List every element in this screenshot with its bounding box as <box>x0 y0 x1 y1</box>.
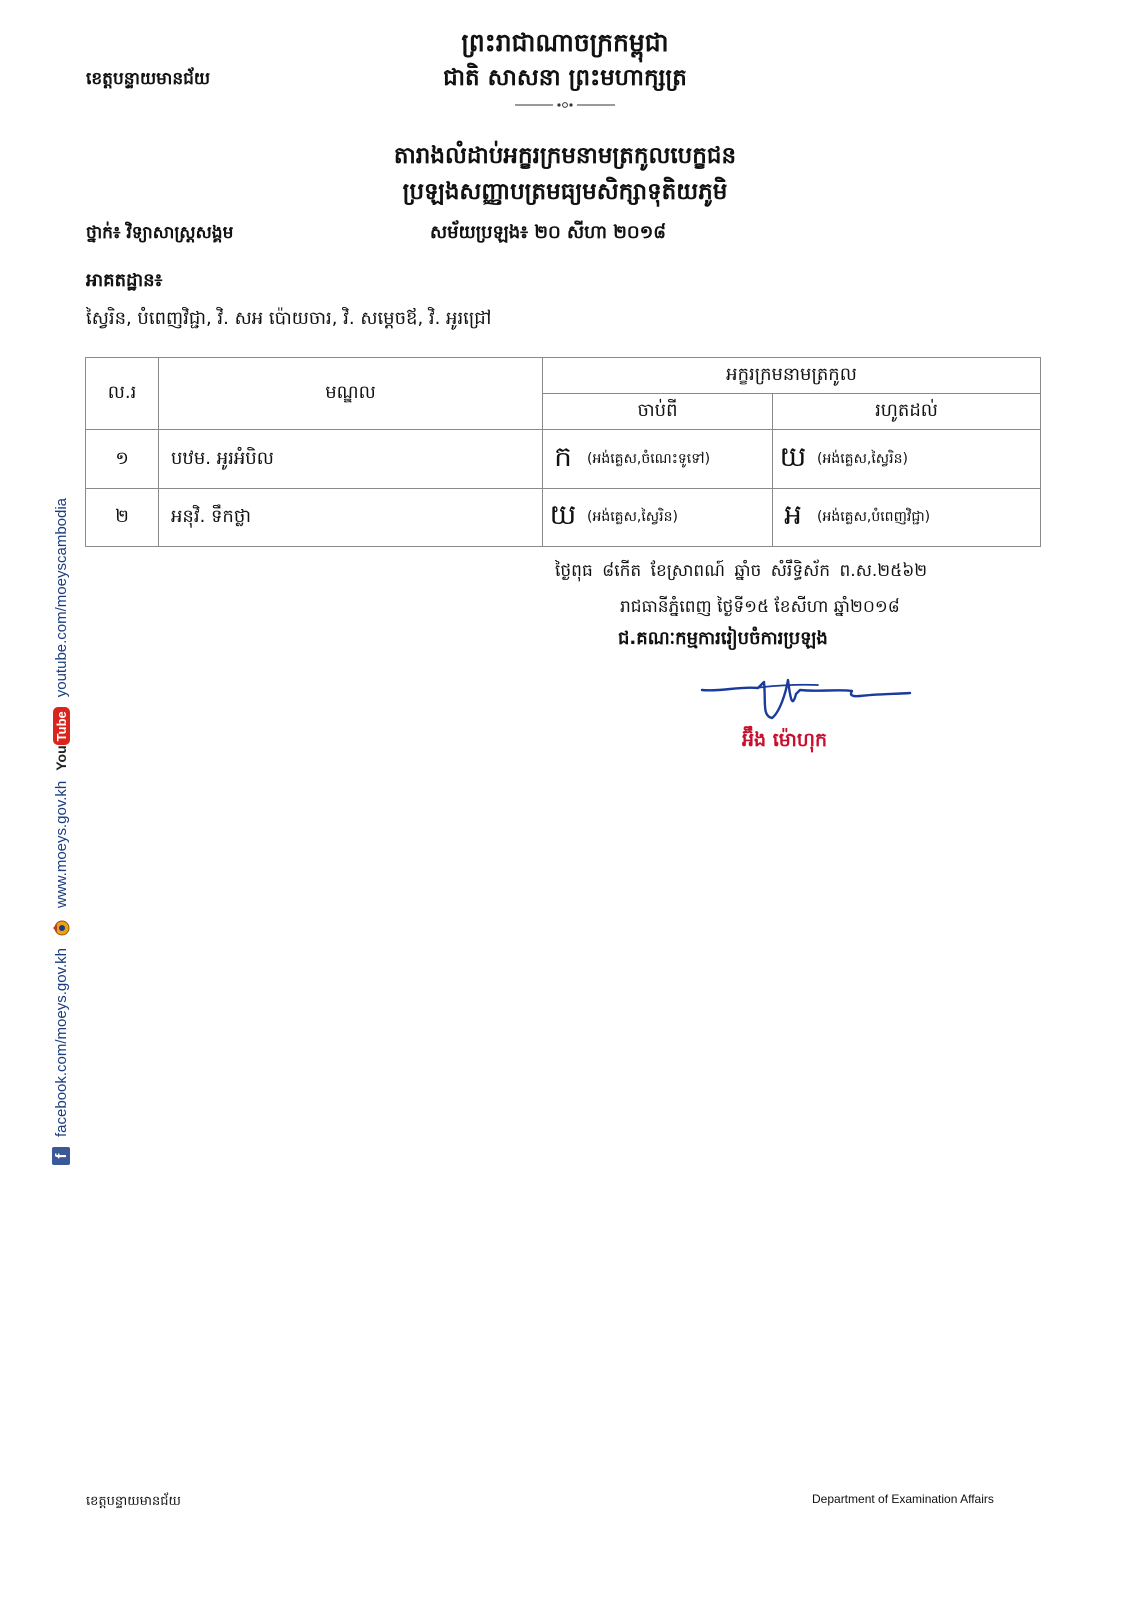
row-from <box>543 430 773 489</box>
header-center: មណ្ឌល <box>159 358 543 430</box>
motto-heading: ជាតិ សាសនា ព្រះមហាក្សត្រ <box>443 65 687 91</box>
row-from <box>543 489 773 547</box>
table-header-row <box>86 358 1041 394</box>
social-sidebar <box>48 385 74 1165</box>
table-row <box>86 489 1041 547</box>
alphabet-range-table <box>85 357 1041 547</box>
exam-session-label: សម័យប្រឡង៖ ២០ សីហា ២០១៨ <box>430 222 666 243</box>
youtube-icon: YouTube <box>53 707 70 771</box>
facebook-link[interactable]: facebook.com/moeys.gov.kh <box>52 948 70 1137</box>
from-note: (អង់គ្លេស,ស្វៃរិន) <box>587 509 678 525</box>
to-note: (អង់គ្លេស,ស្វៃរិន) <box>817 450 908 467</box>
row-center: បឋម. អូរអំបិល <box>159 430 543 489</box>
lunar-date: ថ្ងៃពុធ ៨កើត ខែស្រាពណ៍ ឆ្នាំច សំរឹទ្ធិស័ក ព.ស.២៥៦២ <box>555 561 928 581</box>
website-link[interactable]: www.moeys.gov.kh <box>52 780 70 909</box>
signer-name: អ៊ឹង ម៉ោហុក <box>742 729 828 751</box>
header-alphabet: អក្ខរក្រមនាមត្រកូល <box>543 358 1041 394</box>
header-no: ល.រ <box>86 358 159 430</box>
footer-province: ខេត្តបន្ទាយមានជ័យ <box>86 1494 181 1509</box>
row-to <box>773 430 1041 489</box>
document-title-line1: តារាងលំដាប់អក្ខរក្រមនាមត្រកូលបេក្ខជន <box>393 143 737 169</box>
to-note: (អង់គ្លេស,បំពេញវិជ្ជា) <box>817 509 931 525</box>
schools-list: ស្វៃរិន, បំពេញវិជ្ជា, វិ. សអ ប៉ោយចារ, វិ. សម្តេចឪ, វិ. អូរជ្រៅ <box>86 308 492 329</box>
kingdom-heading: ព្រះរាជាណាចក្រកម្ពុជា <box>461 28 669 57</box>
header-from: ចាប់ពី <box>543 394 773 430</box>
header-to: រហូតដល់ <box>773 394 1041 430</box>
issue-date: រាជធានីភ្នំពេញ ថ្ងៃទី១៥ ខែសីហា ឆ្នាំ២០១៨ <box>620 597 900 617</box>
row-center: អនុវិ. ទឹកថ្លា <box>159 489 543 547</box>
row-number: ១ <box>86 430 159 489</box>
row-to <box>773 489 1041 547</box>
ministry-emblem-icon <box>51 918 71 938</box>
from-letter: យ <box>549 498 577 531</box>
committee-title: ជ.គណៈកម្មការរៀបចំការប្រឡង <box>618 628 828 649</box>
table-row <box>86 430 1041 489</box>
ornament-divider <box>515 101 615 109</box>
province-label: ខេត្តបន្ទាយមានជ័យ <box>86 69 211 89</box>
from-note: (អង់គ្លេស,ចំណេះទូទៅ) <box>587 450 711 467</box>
document-title-line2: ប្រឡងសញ្ញាបត្រមធ្យមសិក្សាទុតិយភូមិ <box>402 179 728 205</box>
facebook-icon: f <box>52 1147 70 1165</box>
schools-heading: អាគតដ្ឋាន៖ <box>86 270 163 291</box>
signature-image <box>700 672 920 722</box>
to-letter: យ <box>779 439 807 473</box>
from-letter: ក <box>554 439 572 473</box>
grade-label: ថ្នាក់៖ វិទ្យាសាស្ត្រសង្គម <box>86 223 234 243</box>
footer-department: Department of Examination Affairs <box>812 1492 994 1506</box>
youtube-link[interactable]: youtube.com/moeyscambodia <box>52 497 70 698</box>
row-number: ២ <box>86 489 159 547</box>
to-letter: អ <box>784 498 802 531</box>
